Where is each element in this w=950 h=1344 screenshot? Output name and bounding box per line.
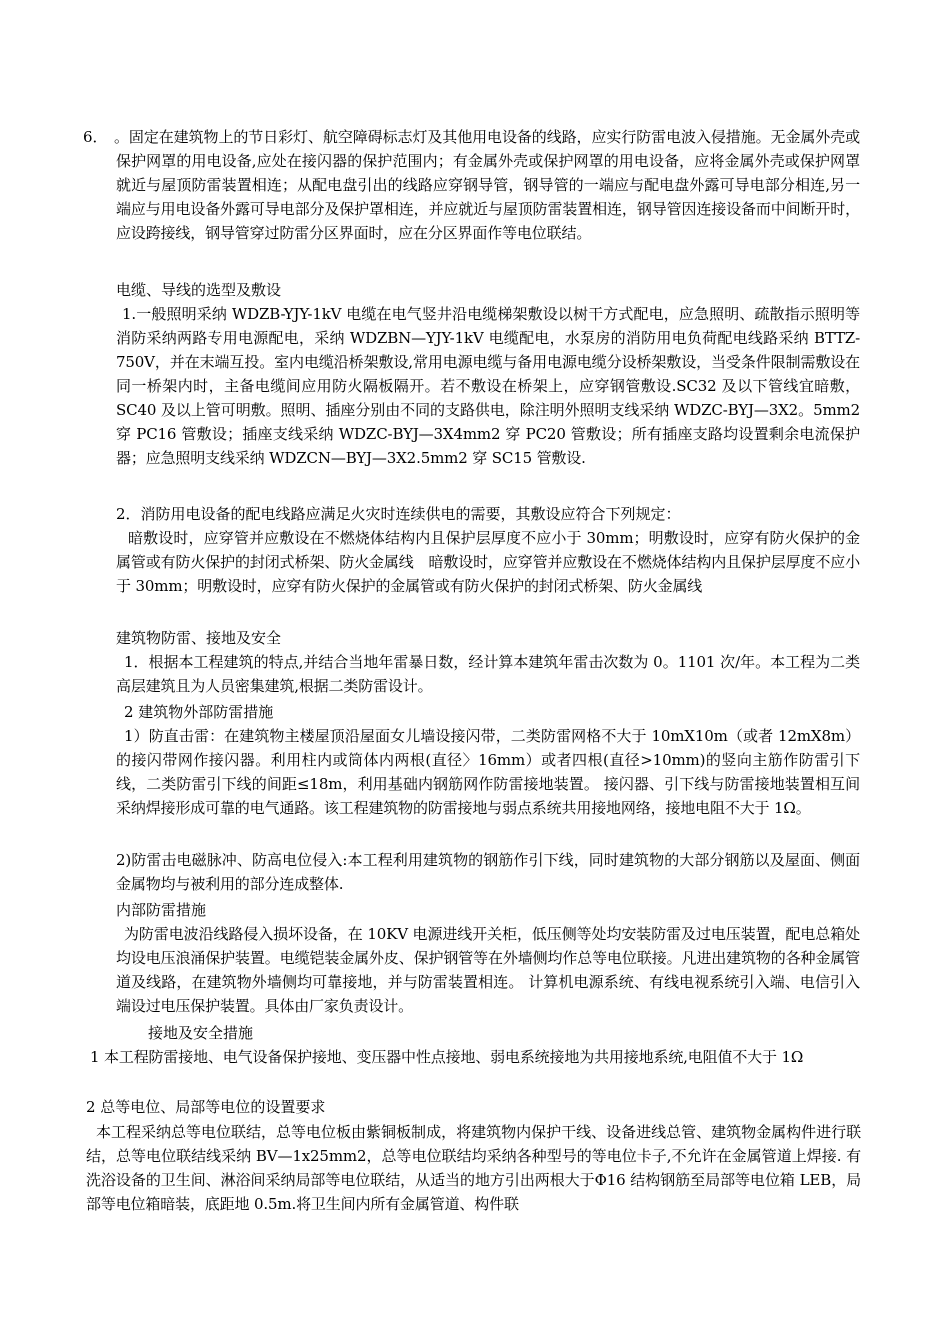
- external-paragraph-2: 2)防雷击电磁脉冲、防高电位侵入:本工程利用建筑物的钢筋作引下线，同时建筑物的大部分钢筋以及屋面、侧面金属物均与被利用的部分连成整体.: [116, 851, 860, 893]
- internal-paragraph: 为防雷电波沿线路侵入损坏设备，在 10KV 电源进线开关柜，低压侧等处均安装防雷及过电压装置，配电总箱处均设电压浪涌保护装置。电缆铠装金属外皮、保护钢管等在外墙侧均作总等电位联接。凡进出建筑物的各种金属管道及线路，在建筑物外墙侧均可靠接地，并与防雷装置相连。 计算机电源系统、有线电视系统引入端、电信引入端设过电压保护装置。具体由厂家负责设计。: [116, 925, 860, 1015]
- heading-external: 2 建筑物外部防雷措施: [124, 703, 274, 721]
- grounding-paragraph-3: 本工程采纳总等电位联结，总等电位板由紫铜板制成，将建筑物内保护干线、设备进线总管、建筑物金属构件进行联结，总等电位联结线采纳 BV—1x25mm2，总等电位联结均采纳各种型号的等电位卡子,不允许在金属管道上焊接. 有洗浴设备的卫生间、淋浴间采纳局部等电位联结，从适当的地方引出两根大于Φ16 结构钢筋至局部等电位箱 LEB，局部等电位箱暗装，底距地 0.5m.将卫生间内所有金属管道、构件联: [86, 1123, 861, 1213]
- heading-internal: 内部防雷措施: [116, 901, 207, 919]
- heading-lightning: 建筑物防雷、接地及安全: [116, 629, 282, 647]
- heading-grounding: 接地及安全措施: [148, 1024, 254, 1042]
- lightning-paragraph-1: 1．根据本工程建筑的特点,并结合当地年雷暴日数，经计算本建筑年雷击次数为 0。1101 次/年。本工程为二类高层建筑且为人员密集建筑,根据二类防雷设计。: [116, 653, 860, 695]
- grounding-paragraph-2: 2 总等电位、局部等电位的设置要求: [86, 1098, 326, 1116]
- cable-paragraph-2: 2．消防用电设备的配电线路应满足火灾时连续供电的需要，其敷设应符合下列规定：: [116, 505, 681, 523]
- item-6-number: 6．: [83, 128, 108, 146]
- heading-cables: 电缆、导线的选型及敷设: [116, 281, 282, 299]
- external-paragraph-1: 1）防直击雷：在建筑物主楼屋顶沿屋面女儿墙设接闪带，二类防雷网格不大于 10mX10m（或者 12mX8m）的接闪带网作接闪器。利用柱内或筒体内两根(直径〉16mm）或者四根(直径>10mm)的竖向主筋作防雷引下线，二类防雷引下线的间距≤18m，利用基础内钢筋网作防雷接地装置。 接闪器、引下线与防雷接地装置相互间采纳焊接形成可靠的电气通路。该工程建筑物的防雷接地与弱点系统共用接地网络，接地电阻不大于 1Ω。: [116, 727, 860, 817]
- cable-paragraph-1: 1.一般照明采纳 WDZB-YJY-1kV 电缆在电气竖井沿电缆梯架敷设以树干方式配电，应急照明、疏散指示照明等消防采纳两路专用电源配电，采纳 WDZBN—YJY-1kV 电缆配电，水泵房的消防用电负荷配电线路采纳 BTTZ-750V，并在末端互投。室内电缆沿桥架敷设,常用电源电缆与备用电源电缆分设桥架敷设，当受条件限制需敷设在同一桥架内时，主备电缆间应用防火隔板隔开。若不敷设在桥架上，应穿钢管敷设.SC32 及以下管线宜暗敷，SC40 及以上管可明敷。照明、插座分别由不同的支路供电，除注明外照明支线采纳 WDZC-BYJ—3X2。5mm2 穿 PC16 管敷设；插座支线采纳 WDZC-BYJ—3X4mm2 穿 PC20 管敷设；所有插座支路均设置剩余电流保护器；应急照明支线采纳 WDZCN—BYJ—3X2.5mm2 穿 SC15 管敷设.: [116, 305, 860, 467]
- grounding-paragraph-1: 1 本工程防雷接地、电气设备保护接地、变压器中性点接地、弱电系统接地为共用接地系统,电阻值不大于 1Ω: [90, 1048, 804, 1066]
- cable-paragraph-3: 暗敷设时，应穿管并应敷设在不燃烧体结构内且保护层厚度不应小于 30mm；明敷设时，应穿有防火保护的金属管或有防火保护的封闭式桥架、防火金属线 暗敷设时，应穿管并应敷设在不燃烧体结构内且保护层厚度不应小于 30mm；明敷设时，应穿有防火保护的金属管或有防火保护的封闭式桥架、防火金属线: [116, 529, 860, 595]
- item-6-paragraph: 。固定在建筑物上的节日彩灯、航空障碍标志灯及其他用电设备的线路，应实行防雷电波入侵措施。无金属外壳或保护网罩的用电设备,应处在接闪器的保护范围内；有金属外壳或保护网罩的用电设备，应将金属外壳或保护网罩就近与屋顶防雷装置相连；从配电盘引出的线路应穿钢导管，钢导管的一端应与配电盘外露可导电部分相连,另一端应与用电设备外露可导电部分及保护罩相连，并应就近与屋顶防雷装置相连，钢导管因连接设备而中间断开时，应设跨接线，钢导管穿过防雷分区界面时，应在分区界面作等电位联结。: [114, 128, 860, 242]
